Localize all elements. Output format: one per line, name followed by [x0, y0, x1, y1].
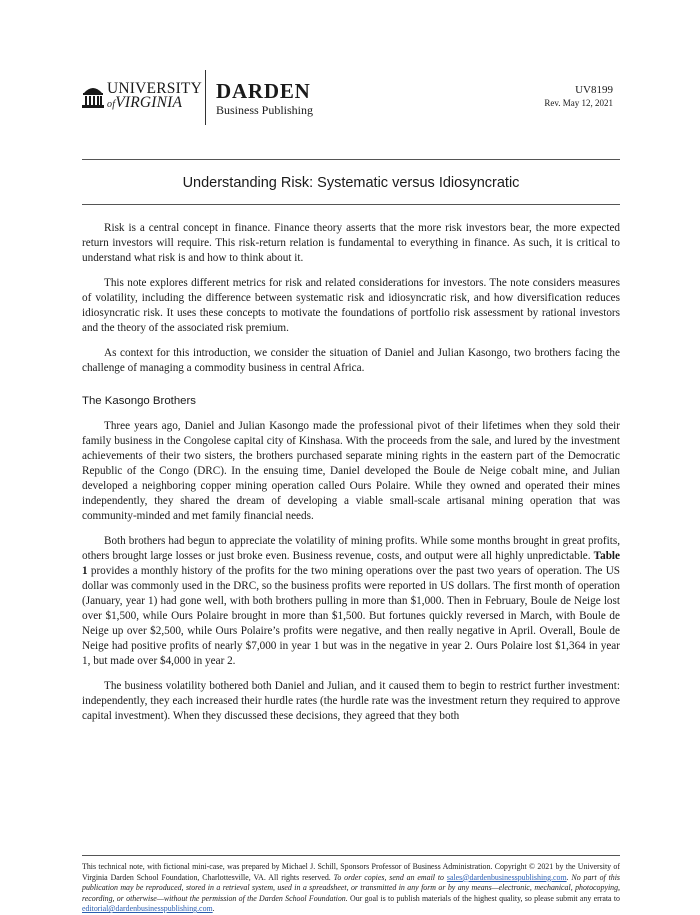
footnote-end: .: [212, 904, 215, 913]
uva-virginia: VIRGINIA: [115, 94, 183, 111]
editorial-email-link[interactable]: editorial@dardenbusinesspublishing.com: [82, 904, 213, 913]
logo-divider: [205, 70, 206, 125]
paragraph-5: [82, 534, 620, 669]
uva-line-2: [107, 96, 202, 112]
sales-email-link[interactable]: sales@dardenbusinesspublishing.com: [446, 872, 567, 882]
document-title: Understanding Risk: Systematic versus Idiosyncratic: [182, 175, 520, 191]
footnote: [82, 862, 620, 915]
page-header: [0, 0, 700, 160]
paragraph-5-part-a: Both brothers had begun to appreciate the volatility of mining profits. While some months brought in great profits, others brought large losses or just broke even. Business revenue, costs, and output were all highly unpredictable.: [82, 535, 620, 562]
paragraph-2: This note explores different metrics for risk and related considerations for investors. The note considers measures of volatility, including the difference between systematic risk and idiosyncratic risk, and how diversification reduces idiosyncratic risk. It uses these concepts to motivate the foundations of portfolio risk assessment by rational investors and the theory of the associated risk premium.: [82, 277, 620, 334]
uva-line-1: UNIVERSITY: [107, 80, 202, 97]
footnote-rights-text: . No part of this publication may be reproduced, stored in a retrieval system, used in a spreadsheet, or transmitted in any form or by any means—electronic, mechanical, photocopying, recording, or otherwise—without the permission of the Darden School Foundation.: [82, 872, 621, 903]
footnote-order-text: To order copies, send an email to: [333, 872, 444, 882]
case-id: UV8199: [575, 84, 613, 96]
paragraph-1: Risk is a central concept in finance. Finance theory asserts that the more risk investors bear, the more expected return investors will require. This risk-return relation is fundamental to everything in finance. As such, it is critical to understand what risk is and how to think about it.: [82, 222, 620, 264]
paragraph-4: Three years ago, Daniel and Julian Kasongo made the professional pivot of their lifetimes when they sold their family business in the Congolese capital city of Kinshasa. With the proceeds from the sale, and lured by the investment achievements of their two sisters, the brothers purchased separate mining rights in the eastern part of the Democratic Republic of the Congo (DRC). In the ensuing time, Daniel developed the Boule de Neige cobalt mine, and Julian developed a neighboring copper mining operation called Ours Polaire. While they owned and operated their mines independently, they shared the dream of developing a viable small-scale artisanal mining operation that was community-minded and met family financial needs.: [82, 420, 620, 522]
title-rule-bottom: [82, 204, 620, 205]
paragraph-6: The business volatility bothered both Daniel and Julian, and it caused them to begin to restrict further investment: independently, they each increased their hurdle rates (the hurdle rate was the investment return they required to approve capital investment). When they discussed these decisions, they agreed that they both: [82, 680, 620, 722]
body-text: [82, 221, 620, 734]
footnote-copyright: This technical note, with fictional mini-case, was prepared by Michael J. Schill, Sponsors Professor of Business Administration. Copyright © 2021 by the University of Virginia Darden School Foundation, Charlottesville, VA. All rights reserved.: [82, 862, 620, 882]
table-1-reference: Table 1: [82, 550, 620, 577]
footnote-rule: [82, 855, 620, 856]
uva-of: of: [107, 99, 116, 110]
section-heading: The Kasongo Brothers: [82, 395, 196, 407]
paragraph-5-part-b: provides a monthly history of the profits for the two mining operations over the past two years of operation. The US dollar was commonly used in the DRC, so the business profits were reported in US dollars. The first month of operation (January, year 1) had gone well, with both brothers pulling in more than $1,000. Then in February, Boule de Neige lost over $1,500, while Ours Polaire brought in more than $1,500. But fortunes quickly reversed in March, with Boule de Neige up over $2,500, while Ours Polaire’s profits were negative, and then really negative in April. Overall, Boule de Neige had positive profits of nearly $7,000 in year 1 but was in the negative in year 2. Ours Polaire lost $1,364 in year 1, but made over $4,000 in year 2.: [82, 565, 620, 667]
revision-date: Rev. May 12, 2021: [544, 98, 613, 108]
uva-rotunda-icon: [82, 82, 104, 108]
footnote-errata-text: Our goal is to publish materials of the highest quality, so please submit any errata to: [347, 893, 620, 903]
uva-logo: [82, 80, 200, 112]
darden-logo-subtitle: Business Publishing: [216, 103, 314, 117]
paragraph-3: As context for this introduction, we consider the situation of Daniel and Julian Kasongo, two brothers facing the challenge of managing a commodity business in central Africa.: [82, 347, 620, 374]
darden-logo-name: DARDEN: [216, 79, 311, 103]
title-rule-top: [82, 159, 620, 160]
uva-wordmark: [107, 82, 202, 112]
